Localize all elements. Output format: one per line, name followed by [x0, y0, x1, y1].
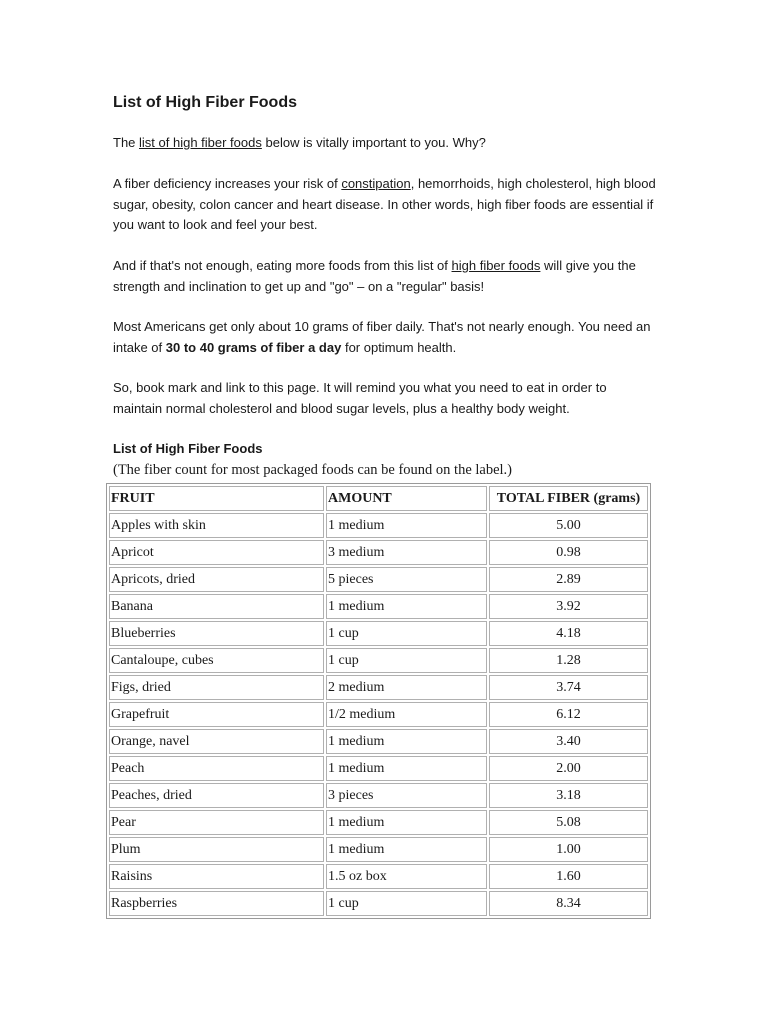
- amount-cell: 3 medium: [326, 540, 487, 565]
- amount-cell: 5 pieces: [326, 567, 487, 592]
- intro-paragraph: [113, 133, 658, 154]
- table-row: [109, 567, 648, 592]
- fruit-cell: Blueberries: [109, 621, 324, 646]
- fiber-cell: 5.08: [489, 810, 648, 835]
- fiber-cell: 0.98: [489, 540, 648, 565]
- deficiency-paragraph: [113, 174, 658, 236]
- fruit-cell: Pear: [109, 810, 324, 835]
- amount-cell: 1 medium: [326, 513, 487, 538]
- constipation-link[interactable]: constipation: [341, 176, 411, 191]
- not-enough-text-start: And if that's not enough, eating more foods from this list of: [113, 258, 452, 273]
- fruit-cell: Grapefruit: [109, 702, 324, 727]
- amount-cell: 1 cup: [326, 621, 487, 646]
- daily-intake-text-end: for optimum health.: [341, 339, 457, 355]
- daily-intake-text-start: Most Americans get only about 10 grams of fiber daily. That's not nearly enough. You need an intake of: [113, 319, 651, 355]
- table-row: [109, 513, 648, 538]
- table-row: [109, 729, 648, 754]
- table-row: [109, 837, 648, 862]
- fiber-cell: 2.00: [489, 756, 648, 781]
- amount-cell: 2 medium: [326, 675, 487, 700]
- document: [111, 93, 658, 911]
- daily-intake-emphasis: 30 to 40 grams of fiber a day: [165, 339, 342, 355]
- high-fiber-foods-link[interactable]: high fiber foods: [451, 258, 541, 273]
- fiber-table: [106, 483, 651, 919]
- fiber-cell: 4.18: [489, 621, 648, 646]
- fruit-cell: Peach: [109, 756, 324, 781]
- list-heading: List of High Fiber Foods: [113, 441, 263, 456]
- fruit-cell: Figs, dried: [109, 675, 324, 700]
- amount-cell: 3 pieces: [326, 783, 487, 808]
- header-fruit: FRUIT: [109, 486, 324, 511]
- table-row: [109, 540, 648, 565]
- fiber-cell: 3.92: [489, 594, 648, 619]
- high-fiber-foods-list-link[interactable]: list of high fiber foods: [139, 135, 262, 150]
- intro-text-end: below is vitally important to you. Why?: [261, 135, 486, 150]
- fruit-cell: Raisins: [109, 864, 324, 889]
- amount-cell: 1 medium: [326, 756, 487, 781]
- table-header-row: [109, 486, 648, 511]
- table-body: [109, 513, 648, 916]
- fruit-cell: Apricots, dried: [109, 567, 324, 592]
- table-row: [109, 702, 648, 727]
- table-row: [109, 783, 648, 808]
- fruit-cell: Plum: [109, 837, 324, 862]
- table-row: [109, 810, 648, 835]
- fiber-cell: 5.00: [489, 513, 648, 538]
- table-row: [109, 621, 648, 646]
- amount-cell: 1/2 medium: [326, 702, 487, 727]
- fiber-cell: 2.89: [489, 567, 648, 592]
- table-row: [109, 891, 648, 916]
- fiber-cell: 1.60: [489, 864, 648, 889]
- amount-cell: 1 medium: [326, 594, 487, 619]
- table-row: [109, 594, 648, 619]
- header-amount: AMOUNT: [326, 486, 487, 511]
- list-note: (The fiber count for most packaged foods can be found on the label.): [113, 462, 513, 478]
- amount-cell: 1 cup: [326, 648, 487, 673]
- deficiency-text-end: , hemorrhoids, high cholesterol, high blood sugar, obesity, colon cancer and heart disease. In other words, high fiber foods are essential if you want to look and feel your best.: [113, 176, 656, 232]
- page-title: List of High Fiber Foods: [113, 94, 297, 111]
- fruit-cell: Peaches, dried: [109, 783, 324, 808]
- fruit-cell: Raspberries: [109, 891, 324, 916]
- table-row: [109, 648, 648, 673]
- fiber-cell: 1.00: [489, 837, 648, 862]
- header-total-fiber: TOTAL FIBER (grams): [489, 486, 648, 511]
- fruit-cell: Apricot: [109, 540, 324, 565]
- fiber-cell: 6.12: [489, 702, 648, 727]
- fruit-cell: Cantaloupe, cubes: [109, 648, 324, 673]
- fruit-cell: Orange, navel: [109, 729, 324, 754]
- table-row: [109, 675, 648, 700]
- intro-text-start: The: [113, 135, 140, 150]
- table-row: [109, 864, 648, 889]
- amount-cell: 1 medium: [326, 729, 487, 754]
- fiber-cell: 3.18: [489, 783, 648, 808]
- amount-cell: 1.5 oz box: [326, 864, 487, 889]
- daily-intake-paragraph: [113, 317, 658, 358]
- fruit-cell: Banana: [109, 594, 324, 619]
- deficiency-text-start: A fiber deficiency increases your risk of: [113, 176, 342, 191]
- amount-cell: 1 medium: [326, 810, 487, 835]
- amount-cell: 1 medium: [326, 837, 487, 862]
- table-row: [109, 756, 648, 781]
- fruit-cell: Apples with skin: [109, 513, 324, 538]
- bookmark-paragraph: So, book mark and link to this page. It will remind you what you need to eat in order to maintain normal cholesterol and blood sugar levels, plus a healthy body weight.: [113, 380, 607, 416]
- not-enough-text-end: will give you the strength and inclination to get up and "go" – on a "regular" basis!: [113, 258, 636, 294]
- fiber-cell: 3.40: [489, 729, 648, 754]
- fiber-cell: 1.28: [489, 648, 648, 673]
- not-enough-paragraph: [113, 256, 658, 297]
- fiber-cell: 3.74: [489, 675, 648, 700]
- fiber-cell: 8.34: [489, 891, 648, 916]
- amount-cell: 1 cup: [326, 891, 487, 916]
